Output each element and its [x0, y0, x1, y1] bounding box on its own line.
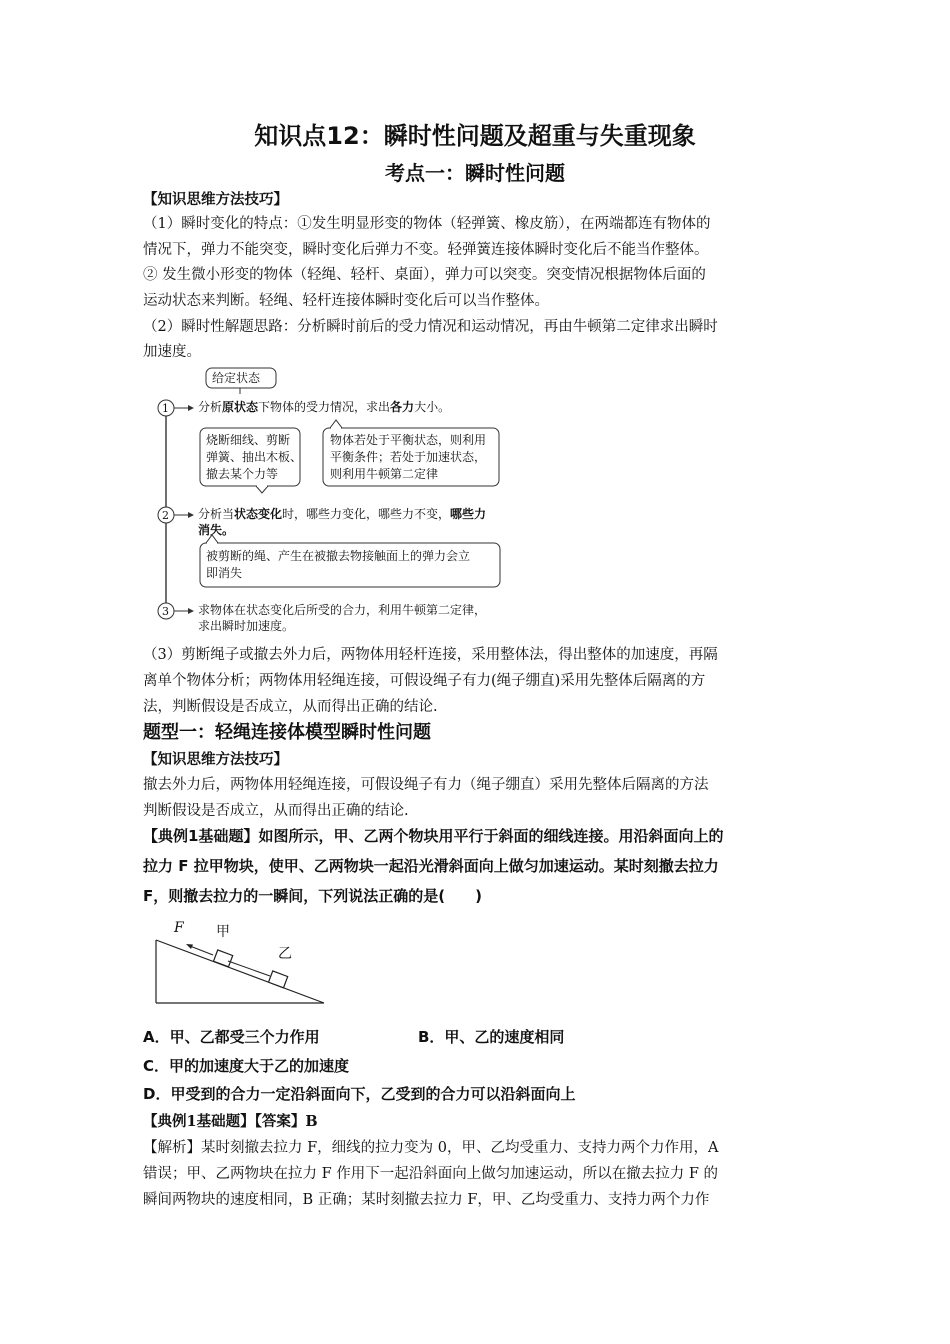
box-left-line: 烧断细线、剪断 — [206, 433, 291, 447]
box-right-line: 物体若处于平衡状态，则利用 — [330, 433, 487, 447]
example-line: 【典例1基础题】如图所示，甲、乙两个物块用平行于斜面的细线连接。用沿斜面向上的 — [143, 827, 724, 845]
flowchart — [150, 366, 510, 636]
example-line: 拉力 F 拉甲物块，使甲、乙两物块一起沿光滑斜面向上做匀加速运动。某时刻撤去拉力 — [143, 857, 719, 875]
step3-line: 求出瞬时加速度。 — [198, 619, 295, 633]
option-b[interactable]: B．甲、乙的速度相同 — [418, 1028, 565, 1046]
option-d[interactable]: D．甲受到的合力一定沿斜面向下，乙受到的合力可以沿斜面向上 — [143, 1085, 576, 1103]
text-line: （2）瞬时性解题思路：分析瞬时前后的受力情况和运动情况，再由牛顿第二定律求出瞬时 — [143, 319, 718, 335]
text-line: 加速度。 — [143, 344, 201, 360]
box-right-line: 则利用牛顿第二定律 — [330, 467, 439, 481]
step2-text-cont: 消失。 — [198, 523, 235, 537]
flow-start-label: 给定状态 — [212, 371, 261, 385]
option-a[interactable]: A．甲、乙都受三个力作用 — [143, 1028, 320, 1046]
page-title: 知识点12：瞬时性问题及超重与失重现象 — [254, 122, 696, 150]
answer-line: 【典例1基础题】【答案】B — [143, 1113, 318, 1130]
box-right-line: 平衡条件；若处于加速状态， — [330, 450, 487, 464]
text-line: （1）瞬时变化的特点：①发生明显形变的物体（轻弹簧、橡皮筋），在两端都连有物体的 — [143, 216, 711, 232]
text-line: 法，判断假设是否成立，从而得出正确的结论. — [143, 699, 438, 715]
step-number: 1 — [162, 402, 169, 415]
text-line: 判断假设是否成立，从而得出正确的结论. — [143, 803, 409, 819]
section-subtitle: 考点一：瞬时性问题 — [385, 161, 565, 185]
box2-line: 被剪断的绳、产生在被撤去物接触面上的弹力会立 — [206, 549, 471, 563]
text-line: 运动状态来判断。轻绳、轻杆连接体瞬时变化后可以当作整体。 — [143, 293, 549, 309]
incline-figure — [150, 920, 330, 1010]
type-heading: 题型一：轻绳连接体模型瞬时性问题 — [143, 722, 431, 743]
block2-label: 乙 — [278, 946, 292, 962]
example-line: F，则撤去拉力的一瞬间，下列说法正确的是( ) — [143, 887, 482, 905]
text-line: ② 发生微小形变的物体（轻绳、轻杆、桌面），弹力可以突变。突变情况根据物体后面的 — [143, 267, 706, 283]
box-left-line: 撤去某个力等 — [206, 467, 279, 481]
step3-line: 求物体在状态变化后所受的合力，利用牛顿第二定律， — [198, 603, 487, 617]
analysis-line: 错误；甲、乙两物块在拉力 F 作用下一起沿斜面向上做匀加速运动，所以在撤去拉力 F 的 — [143, 1166, 719, 1182]
text-line: 情况下，弹力不能突变，瞬时变化后弹力不变。轻弹簧连接体瞬时变化后不能当作整体。 — [143, 242, 709, 258]
section-heading: 【知识思维方法技巧】 — [143, 191, 288, 208]
box-left-line: 弹簧、抽出木板、 — [206, 450, 303, 464]
section-heading: 【知识思维方法技巧】 — [143, 751, 288, 768]
text-line: 撤去外力后，两物体用轻绳连接，可假设绳子有力（绳子绷直）采用先整体后隔离的方法 — [143, 777, 709, 793]
analysis-line: 瞬间两物块的速度相同，B 正确；某时刻撤去拉力 F，甲、乙均受重力、支持力两个力作 — [143, 1192, 710, 1208]
step-number: 3 — [162, 605, 169, 618]
text-line: （3）剪断绳子或撤去外力后，两物体用轻杆连接，采用整体法，得出整体的加速度，再隔 — [143, 647, 718, 663]
text-line: 离单个物体分析；两物体用轻绳连接，可假设绳子有力(绳子绷直)采用先整体后隔离的方 — [143, 673, 706, 689]
block1-label: 甲 — [216, 924, 230, 940]
step-number: 2 — [162, 509, 169, 522]
step2-text: 分析当状态变化时，哪些力变化，哪些力不变，哪些力 — [198, 507, 487, 521]
analysis-line: 【解析】某时刻撤去拉力 F，细线的拉力变为 0，甲、乙均受重力、支持力两个力作用，A — [143, 1140, 719, 1156]
option-c[interactable]: C．甲的加速度大于乙的加速度 — [143, 1057, 350, 1075]
step1-text: 分析原状态下物体的受力情况，求出各力大小。 — [198, 400, 451, 414]
force-label: F — [174, 920, 184, 936]
box2-line: 即消失 — [206, 566, 243, 580]
